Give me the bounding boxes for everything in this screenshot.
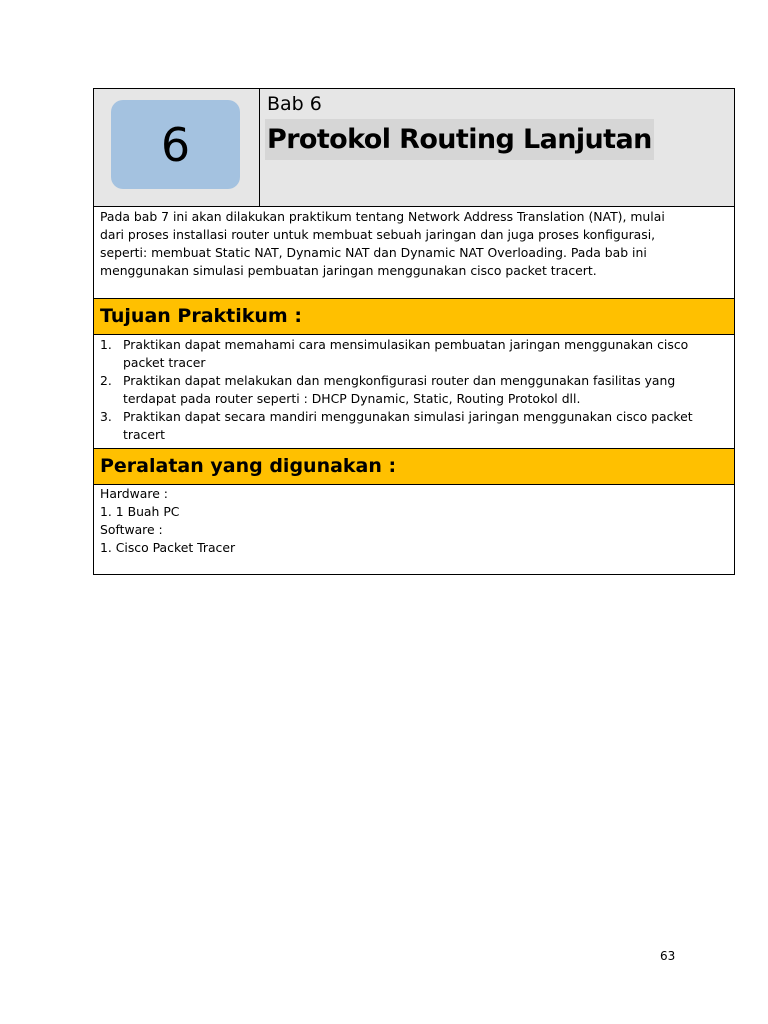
list-item-number: 2. <box>100 373 112 388</box>
intro-line: menggunakan simulasi pembuatan jaringan menggunakan cisco packet tracert. <box>100 263 597 278</box>
chapter-number-badge: 6 <box>111 100 240 189</box>
equipment-heading: Peralatan yang digunakan : <box>94 449 734 485</box>
equipment-line: Hardware : <box>100 486 168 501</box>
list-item-text: Praktikan dapat secara mandiri menggunakan simulasi jaringan menggunakan cisco packet tracert <box>123 409 693 442</box>
page-number: 63 <box>660 949 676 963</box>
equipment-line: 1. 1 Buah PC <box>100 504 180 519</box>
list-item <box>94 408 734 444</box>
list-item-text: Praktikan dapat melakukan dan mengkonfigurasi router dan menggunakan fasilitas yang terdapat pada router seperti : DHCP Dynamic, Static, Routing Protokol dll. <box>123 373 676 406</box>
list-item-number: 1. <box>100 337 112 352</box>
intro-line: seperti: membuat Static NAT, Dynamic NAT dan Dynamic NAT Overloading. Pada bab ini <box>100 245 647 260</box>
objectives-heading: Tujuan Praktikum : <box>94 299 734 335</box>
equipment-line: Software : <box>100 522 163 537</box>
list-item <box>94 372 734 408</box>
equipment-list <box>94 485 734 574</box>
intro-paragraph <box>94 207 734 299</box>
chapter-title: Protokol Routing Lanjutan <box>265 119 654 160</box>
chapter-label: Bab 6 <box>267 93 322 115</box>
list-item-number: 3. <box>100 409 112 424</box>
objectives-list <box>94 335 734 449</box>
chapter-header <box>94 89 734 207</box>
chapter-number-cell <box>94 89 260 206</box>
list-item <box>94 336 734 372</box>
chapter-title-cell <box>260 89 734 206</box>
list-item-text: Praktikan dapat memahami cara mensimulasikan pembuatan jaringan menggunakan cisco packet tracer <box>123 337 689 370</box>
intro-line: dari proses installasi router untuk membuat sebuah jaringan dan juga proses konfigurasi, <box>100 227 656 242</box>
equipment-line: 1. Cisco Packet Tracer <box>100 540 236 555</box>
intro-line: Pada bab 7 ini akan dilakukan praktikum tentang Network Address Translation (NAT), mulai <box>100 209 665 224</box>
chapter-frame <box>93 88 735 575</box>
